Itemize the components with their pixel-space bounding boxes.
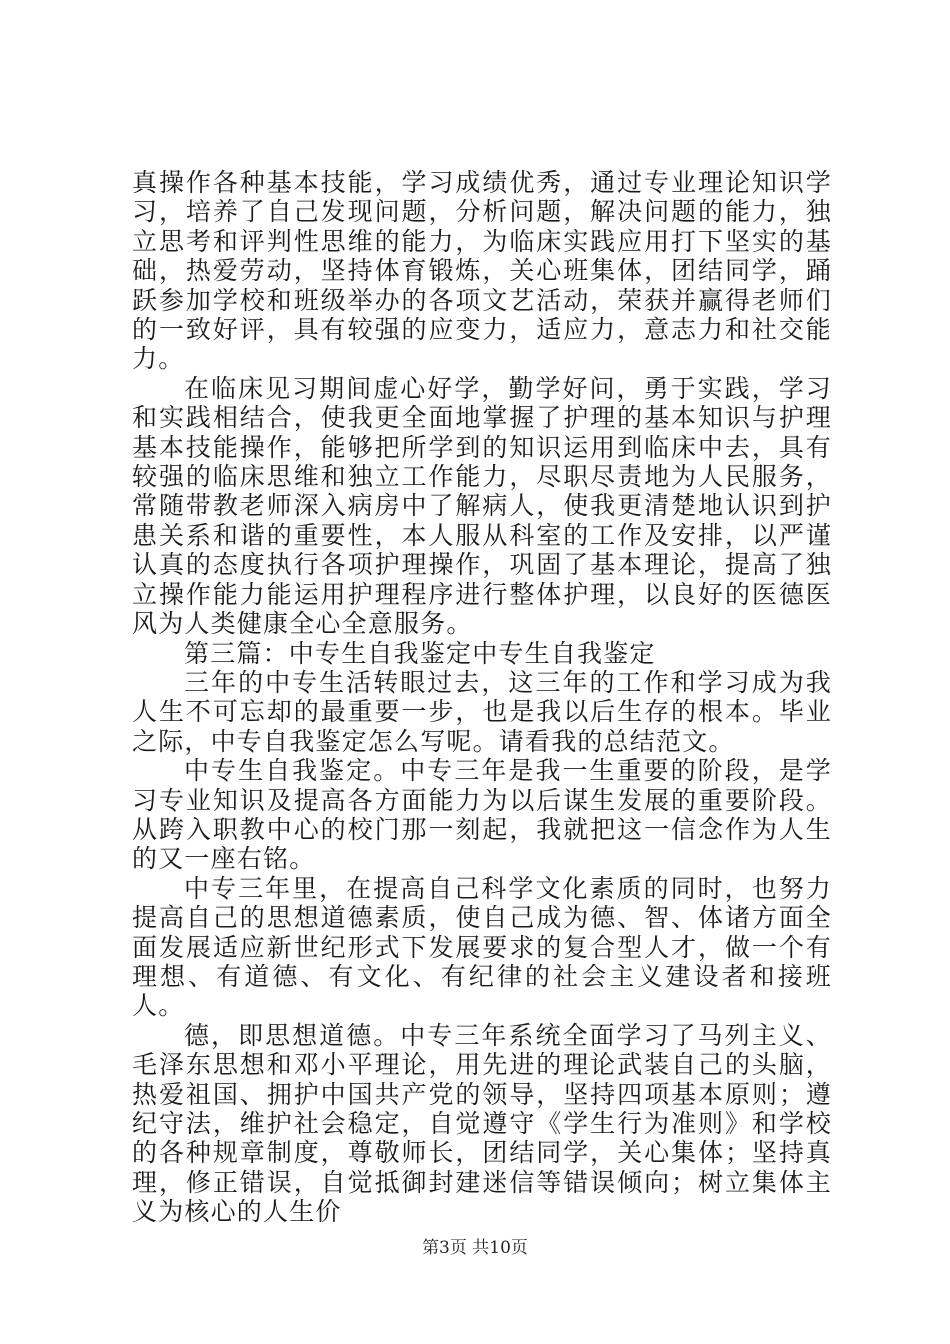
paragraph-clinical-practice: 在临床见习期间虚心好学，勤学好问，勇于实践，学习和实践相结合，使我更全面地掌握了护理的基本知识与护理基本技能操作，能够把所学到的知识运用到临床中去，具有较强的临床思维和独立工作能力，尽职尽责地为人民服务，常随带教老师深入病房中了解病人，使我更清楚地认识到护患关系和谐的重要性，本人服从科室的工作及安排，以严谨认真的态度执行各项护理操作，巩固了基本理论，提高了独立操作能力能运用护理程序进行整体护理，以良好的医德医风为人类健康全心全意服务。 (132, 373, 832, 639)
paragraph-moral: 德，即思想道德。中专三年系统全面学习了马列主义、毛泽东思想和邓小平理论，用先进的理论武装自己的头脑，热爱祖国、拥护中国共产党的领导，坚持四项基本原则；遵纪守法，维护社会稳定，自觉遵守《学生行为准则》和学校的各种规章制度，尊敬师长，团结同学，关心集体；坚持真理，修正错误，自觉抵御封建迷信等错误倾向；树立集体主义为核心的人生价 (132, 1020, 832, 1227)
paragraph-intro: 三年的中专生活转眼过去，这三年的工作和学习成为我人生不可忘却的最重要一步，也是我以后生存的根本。毕业之际，中专自我鉴定怎么写呢。请看我的总结范文。 (132, 667, 832, 756)
paragraph-continuation: 真操作各种基本技能，学习成绩优秀，通过专业理论知识学习，培养了自己发现问题，分析问题，解决问题的能力，独立思考和评判性思维的能力，为临床实践应用打下坚实的基础，热爱劳动，坚持体育锻炼，关心班集体，团结同学，踊跃参加学校和班级举办的各项文艺活动，荣获并赢得老师们的一致好评，具有较强的应变力，适应力，意志力和社交能力。 (132, 168, 832, 374)
document-body (132, 168, 832, 1227)
paragraph-self-assessment: 中专生自我鉴定。中专三年是我一生重要的阶段，是学习专业知识及提高各方面能力为以后谋生发展的重要阶段。从跨入职教中心的校门那一刻起，我就把这一信念作为人生的又一座右铭。 (132, 756, 832, 874)
paragraph-three-years: 中专三年里，在提高自己科学文化素质的同时，也努力提高自己的思想道德素质，使自己成为德、智、体诸方面全面发展适应新世纪形式下发展要求的复合型人才，做一个有理想、有道德、有文化、有纪律的社会主义建设者和接班人。 (132, 873, 832, 1021)
page-number: 第3页 共10页 (422, 1238, 528, 1258)
section-heading: 第三篇：中专生自我鉴定中专生自我鉴定 (184, 638, 656, 668)
